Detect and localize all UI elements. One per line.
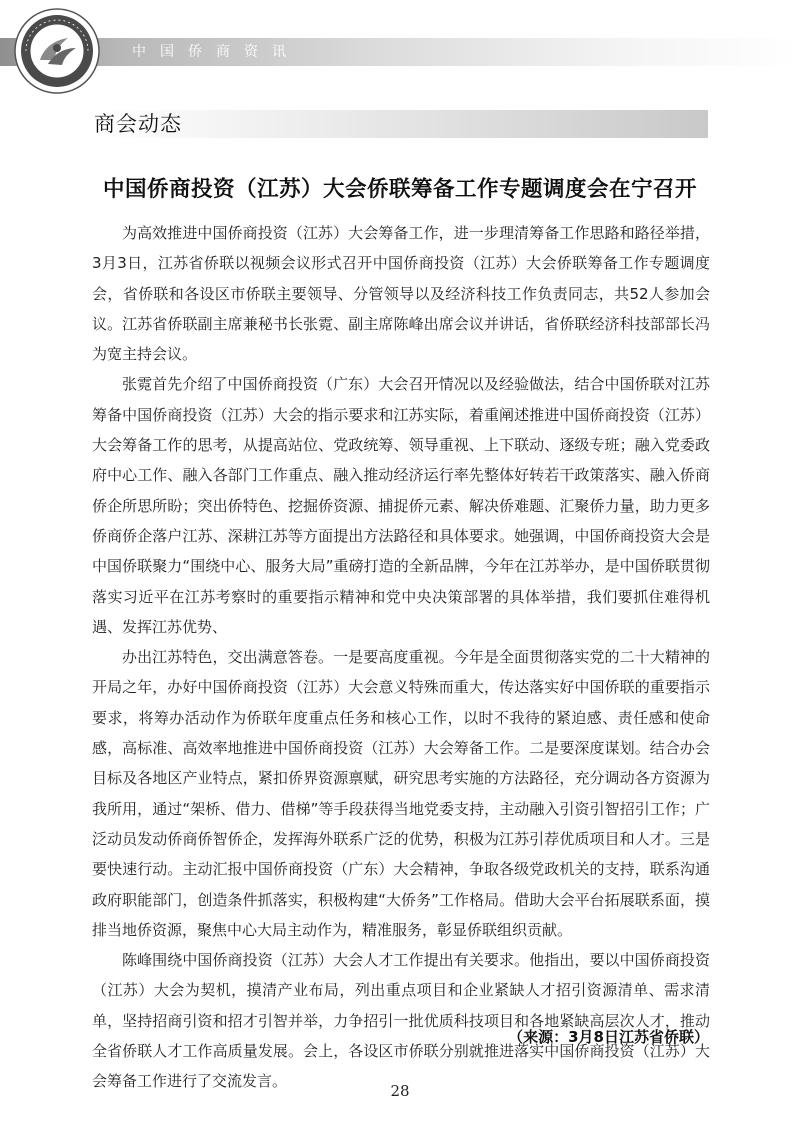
page-number: 28: [390, 1082, 410, 1100]
article-title: 中国侨商投资（江苏）大会侨联筹备工作专题调度会在宁召开: [102, 177, 697, 202]
article-paragraph: 为高效推进中国侨商投资（江苏）大会筹备工作，进一步理清筹备工作思路和路径举措，3月3日，江苏省侨联以视频会议形式召开中国侨商投资（江苏）大会侨联筹备工作专题调度会，省侨联和各设区市侨联主要领导、分管领导以及经济科技工作负责同志，共52人参加会议。江苏省侨联副主席兼秘书长张霓、副主席陈峰出席会议并讲话，省侨联经济科技部部长冯为宽主持会议。: [92, 224, 710, 364]
association-logo-icon: [14, 8, 100, 94]
article-paragraph: 办出江苏特色，交出满意答卷。一是要高度重视。今年是全面贯彻落实党的二十大精神的开局之年，办好中国侨商投资（江苏）大会意义特殊而重大，传达落实好中国侨联的重要指示要求，将筹办活动作为侨联年度重点任务和核心工作，以时不我待的紧迫感、责任感和使命感，高标准、高效率地推进中国侨商投资（江苏）大会筹备工作。二是要深度谋划。结合办会目标及各地区产业特点，紧扣侨界资源禀赋，研究思考实施的方法路径，充分调动各方资源为我所用，通过“架桥、借力、借梯”等手段获得当地党委支持，主动融入引资引智招引工作；广泛动员发动侨商侨智侨企，发挥海外联系广泛的优势，积极为江苏引荐优质项目和人才。三是要快速行动。主动汇报中国侨商投资（广东）大会精神，争取各级党政机关的支持，联系沟通政府职能部门，创造条件抓落实，积极构建“大侨务”工作格局。借助大会平台拓展联系面，摸排当地侨资源，聚焦中心大局主动作为，精准服务，彰显侨联组织贡献。: [92, 648, 710, 939]
section-band: [92, 110, 708, 138]
header-band: [0, 38, 800, 66]
publication-title: 中国侨商资讯: [132, 44, 300, 60]
article-source: （来源：3月8日江苏省侨联）: [508, 1028, 709, 1046]
article-body: [92, 218, 710, 1097]
section-title: 商会动态: [94, 112, 182, 136]
article-paragraph: 陈峰围绕中国侨商投资（江苏）大会人才工作提出有关要求。他指出，要以中国侨商投资（江苏）大会为契机，摸清产业布局，列出重点项目和企业紧缺人才招引资源清单、需求清单，坚持招商引资和招才引智并举，力争招引一批优质科技项目和各地紧缺高层次人才，推动全省侨联人才工作高质量发展。会上，各设区市侨联分别就推进落实中国侨商投资（江苏）大会筹备工作进行了交流发言。: [92, 951, 710, 1091]
article-paragraph: 张霓首先介绍了中国侨商投资（广东）大会召开情况以及经验做法，结合中国侨联对江苏筹备中国侨商投资（江苏）大会的指示要求和江苏实际，着重阐述推进中国侨商投资（江苏）大会筹备工作的思考，从提高站位、党政统筹、领导重视、上下联动、逐级专班；融入党委政府中心工作、融入各部门工作重点、融入推动经济运行率先整体好转若干政策落实、融入侨商侨企所思所盼；突出侨特色、挖掘侨资源、捕捉侨元素、解决侨难题、汇聚侨力量，助力更多侨商侨企落户江苏、深耕江苏等方面提出方法路径和具体要求。她强调，中国侨商投资大会是中国侨联聚力“围绕中心、服务大局”重磅打造的全新品牌，今年在江苏举办，是中国侨联贯彻落实习近平在江苏考察时的重要指示精神和党中央决策部署的具体举措，我们要抓住难得机遇、发挥江苏优势、: [92, 375, 710, 636]
